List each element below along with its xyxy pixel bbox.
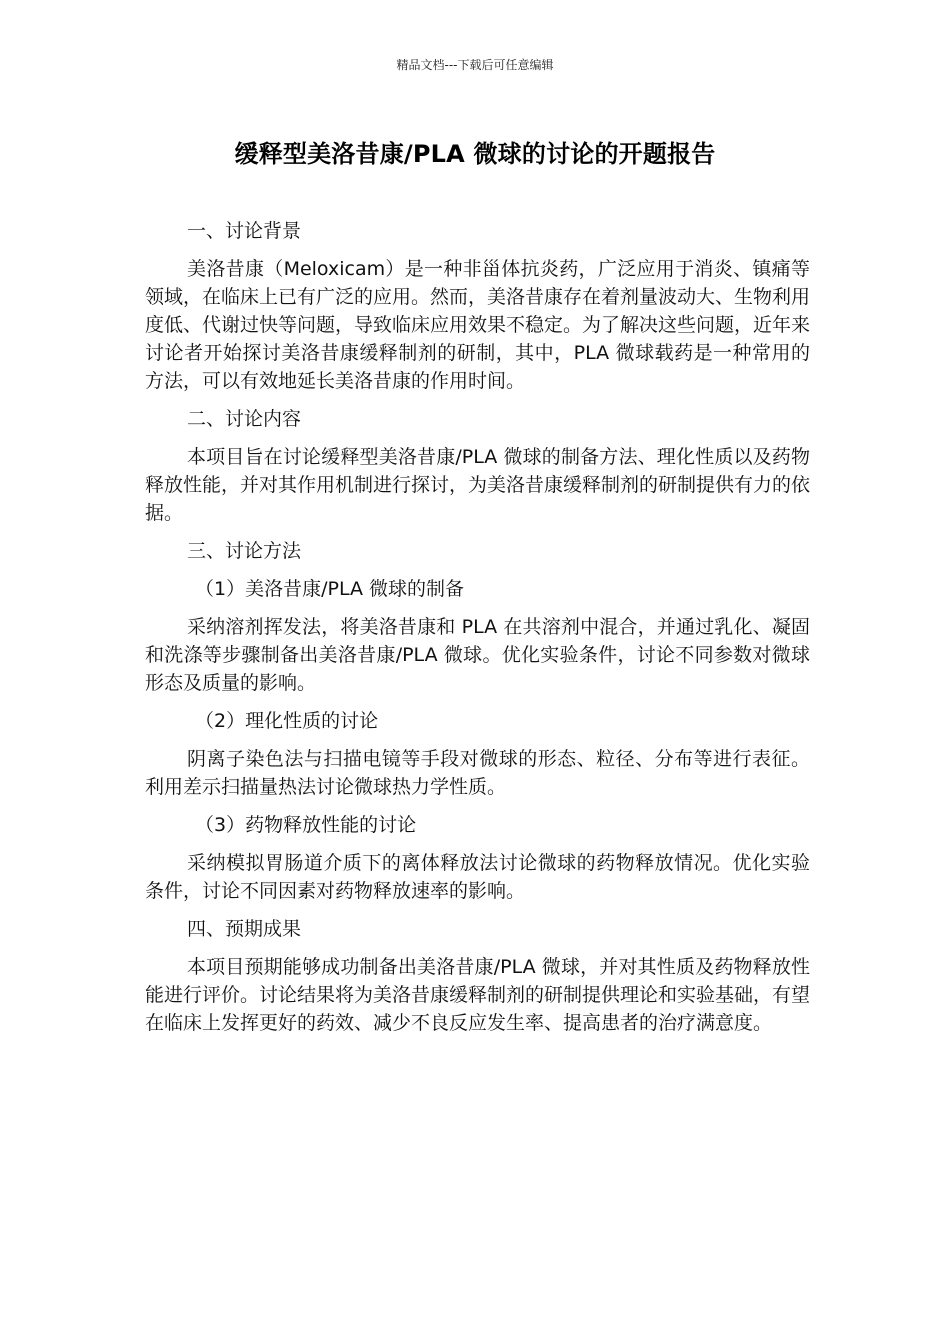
document-body: [145, 217, 810, 1047]
header-note: 精品文档---下载后可任意编辑: [396, 58, 554, 72]
section-paragraph-background: 美洛昔康（Meloxicam）是一种非甾体抗炎药，广泛应用于消炎、镇痛等领域，在临床上已有广泛的应用。然而，美洛昔康存在着剂量波动大、生物利用度低、代谢过快等问题，导致临床应用效果不稳定。为了解决这些问题，近年来讨论者开始探讨美洛昔康缓释制剂的研制，其中，PLA 微球载药是一种常用的方法，可以有效地延长美洛昔康的作用时间。: [145, 258, 811, 392]
subsection-paragraph-preparation: 采纳溶剂挥发法，将美洛昔康和 PLA 在共溶剂中混合，并通过乳化、凝固和洗涤等步骤制备出美洛昔康/PLA 微球。优化实验条件，讨论不同参数对微球形态及质量的影响。: [145, 616, 810, 694]
section-heading-content: 二、讨论内容: [187, 408, 302, 430]
section-heading-methods: 三、讨论方法: [187, 540, 302, 562]
document-title: 缓释型美洛昔康/PLA 微球的讨论的开题报告: [234, 140, 716, 168]
subsection-heading-release: （3）药物释放性能的讨论: [195, 814, 417, 836]
subsection-paragraph-physicochemical: 阴离子染色法与扫描电镜等手段对微球的形态、粒径、分布等进行表征。利用差示扫描量热法讨论微球热力学性质。: [145, 748, 810, 798]
section-heading-outcomes: 四、预期成果: [187, 918, 302, 940]
subsection-paragraph-release: 采纳模拟胃肠道介质下的离体释放法讨论微球的药物释放情况。优化实验条件，讨论不同因素对药物释放速率的影响。: [145, 852, 810, 902]
section-paragraph-outcomes: 本项目预期能够成功制备出美洛昔康/PLA 微球，并对其性质及药物释放性能进行评价。讨论结果将为美洛昔康缓释制剂的研制提供理论和实验基础，有望在临床上发挥更好的药效、减少不良反应发生率、提高患者的治疗满意度。: [145, 956, 811, 1034]
section-heading-background: 一、讨论背景: [187, 220, 302, 242]
subsection-heading-physicochemical: （2）理化性质的讨论: [195, 710, 379, 732]
section-paragraph-content: 本项目旨在讨论缓释型美洛昔康/PLA 微球的制备方法、理化性质以及药物释放性能，并对其作用机制进行探讨，为美洛昔康缓释制剂的研制提供有力的依据。: [145, 446, 811, 524]
subsection-heading-preparation: （1）美洛昔康/PLA 微球的制备: [195, 578, 465, 600]
